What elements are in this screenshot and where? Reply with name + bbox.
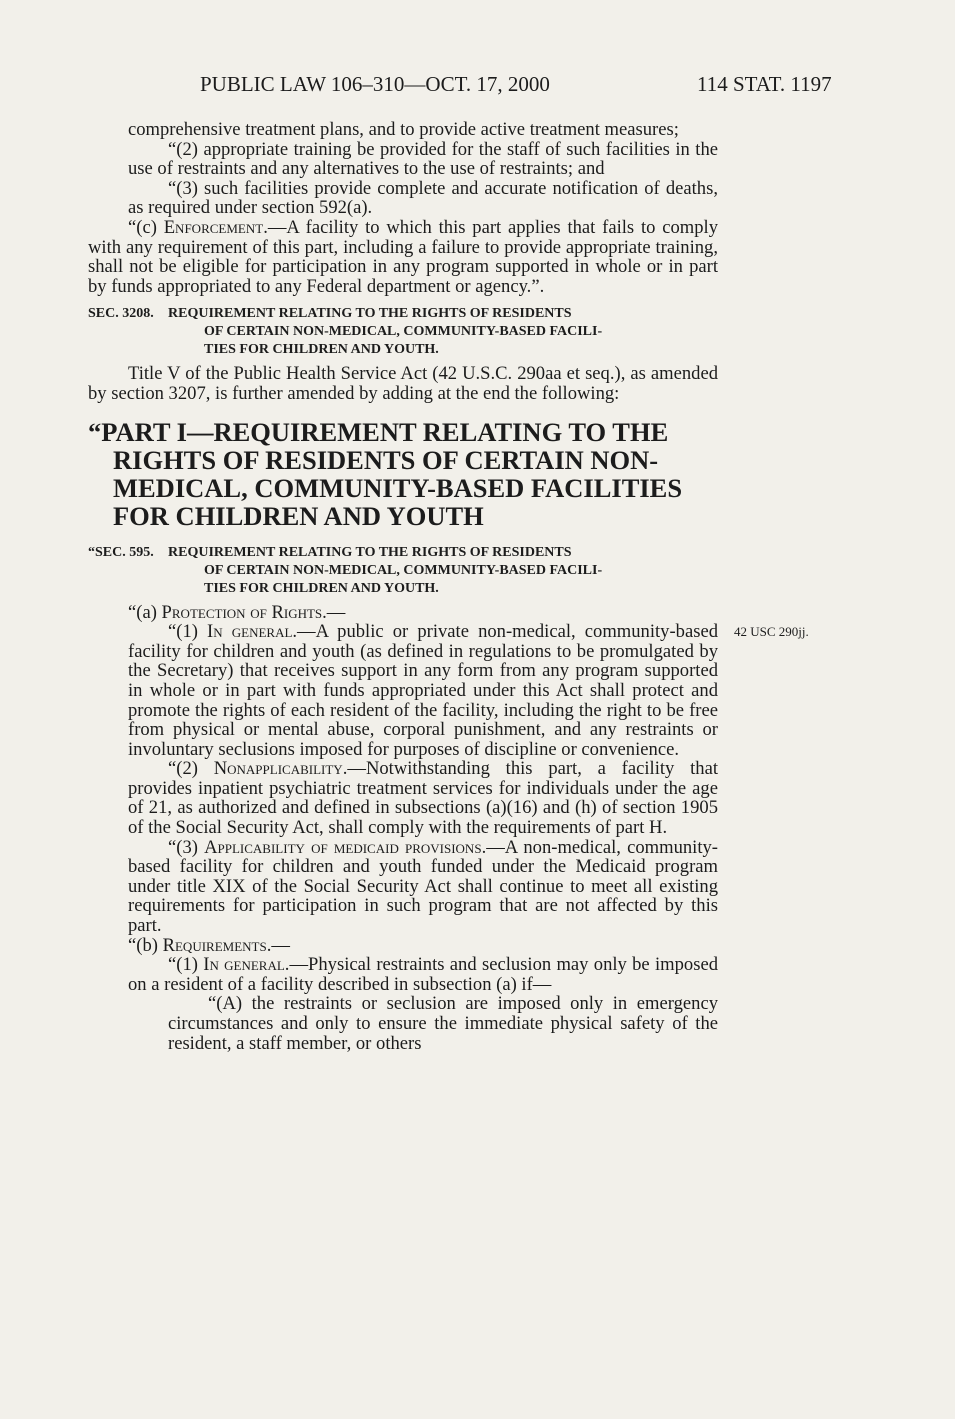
a2-heading: Nonapplicability: [213, 758, 343, 780]
subsection-b-title: Requirements: [162, 934, 267, 956]
part-i-heading: [88, 418, 718, 530]
b1-body: .—Physical restraints and seclusion may only be imposed on a resident of a facility described in subsection (a) if—: [128, 954, 718, 995]
margin-citation: 42 USC 290jj.: [734, 624, 809, 639]
subsection-b-heading: [88, 936, 718, 956]
paragraph-item-3: “(3) such facilities provide complete and accurate notification of deaths, as required under section 592(a).: [128, 177, 718, 219]
a3-lead: “(3): [168, 836, 205, 858]
enforcement-heading: Enforcement: [163, 216, 264, 238]
enforcement-body: .—A facility to which this part applies that fails to comply with any requirement of this part, including a failure to provide appropriate training, shall not be eligible for participation in any program supported in whole or in part by funds appropriated to any Federal department or agency.”.: [88, 216, 718, 297]
section-595-title-line-1: REQUIREMENT RELATING TO THE RIGHTS OF RESIDENTS: [168, 544, 572, 560]
section-3208-title-line-2: OF CERTAIN NON-MEDICAL, COMMUNITY-BASED FACILI-: [204, 324, 603, 340]
subsection-b-lead: “(b): [128, 934, 163, 956]
section-3208-title-line-1: REQUIREMENT RELATING TO THE RIGHTS OF RESIDENTS: [168, 306, 572, 322]
subsection-a-heading: [88, 603, 718, 623]
a3-body: .—A non-medical, community-based facility for children and youth funded under the Medicaid program under title XIX of the Social Security Act shall continue to meet all existing requirements for participation in such program that are not affected by this part.: [128, 836, 718, 937]
b1-lead: “(1): [168, 954, 204, 976]
running-header: [0, 72, 955, 102]
a1-body: .—A public or private non-medical, community-based facility for children and youth (as defined in regulations to be promulgated by the Secretary) that receives support in any form from any program supported in whole or in part with funds appropriated under this Act shall protect and promote the rights of each resident of the facility, including the right to be free from physical or mental abuse, corporal punishment, and any restraints or involuntary seclusions imposed for purposes of discipline or convenience.: [128, 621, 718, 760]
text-column: [88, 120, 718, 1053]
part-i-line-4: FOR CHILDREN AND YOUTH: [113, 500, 484, 531]
section-3208-heading: [88, 305, 718, 359]
a1-lead: “(1): [168, 621, 208, 643]
paragraph-a1: [88, 622, 718, 759]
paragraph-enforcement: [88, 218, 718, 296]
paragraph-a3: [88, 838, 718, 936]
a3-heading: Applicability of medicaid provisions: [204, 836, 482, 858]
part-i-line-2: RIGHTS OF RESIDENTS OF CERTAIN NON-: [113, 444, 659, 475]
paragraph-item-2: “(2) appropriate training be provided for the staff of such facilities in the use of restraints and any alternatives to the use of restraints; and: [128, 138, 718, 180]
paragraph-title-v: Title V of the Public Health Service Act (42 U.S.C. 290aa et seq.), as amended by section 3207, is further amended by adding at the end the following:: [88, 363, 718, 404]
paragraph-b1: [88, 955, 718, 994]
a2-lead: “(2): [168, 758, 214, 780]
subsection-a-title: Protection of Rights: [161, 601, 323, 623]
a1-heading: In general: [207, 621, 293, 643]
section-595-number: “SEC. 595.: [88, 544, 154, 560]
part-i-line-1: “PART I—REQUIREMENT RELATING TO THE: [88, 416, 669, 447]
part-i-line-3: MEDICAL, COMMUNITY-BASED FACILITIES: [113, 472, 683, 503]
paragraph-b1-A: “(A) the restraints or seclusion are imposed only in emergency circumstances and only to ensure the immediate physical safety of the resident, a staff member, or others: [168, 993, 718, 1054]
section-3208-title-line-3: TIES FOR CHILDREN AND YOUTH.: [204, 342, 439, 358]
section-595-title-line-3: TIES FOR CHILDREN AND YOUTH.: [204, 580, 439, 596]
section-595-heading: [88, 544, 718, 598]
subsection-a-lead: “(a): [128, 601, 162, 623]
a2-body: .—Notwithstanding this part, a facility that provides inpatient psychiatric treatment services for individuals under the age of 21, as authorized and defined in subsections (a)(16) and (h) of section 1905 of the Social Security Act, shall comply with the requirements of part H.: [128, 758, 718, 839]
enforcement-lead: “(c): [128, 216, 164, 238]
section-3208-number: SEC. 3208.: [88, 306, 154, 322]
section-595-title-line-2: OF CERTAIN NON-MEDICAL, COMMUNITY-BASED FACILI-: [204, 562, 603, 578]
header-stat-page: 114 STAT. 1197: [697, 72, 832, 96]
b1-heading: In general: [203, 954, 285, 976]
header-citation: PUBLIC LAW 106–310—OCT. 17, 2000: [200, 72, 550, 96]
paragraph-a2: [88, 759, 718, 837]
paragraph-continuation: comprehensive treatment plans, and to provide active treatment measures;: [128, 119, 679, 140]
subsection-a-tail: .—: [322, 601, 346, 623]
subsection-b-tail: .—: [266, 934, 290, 956]
